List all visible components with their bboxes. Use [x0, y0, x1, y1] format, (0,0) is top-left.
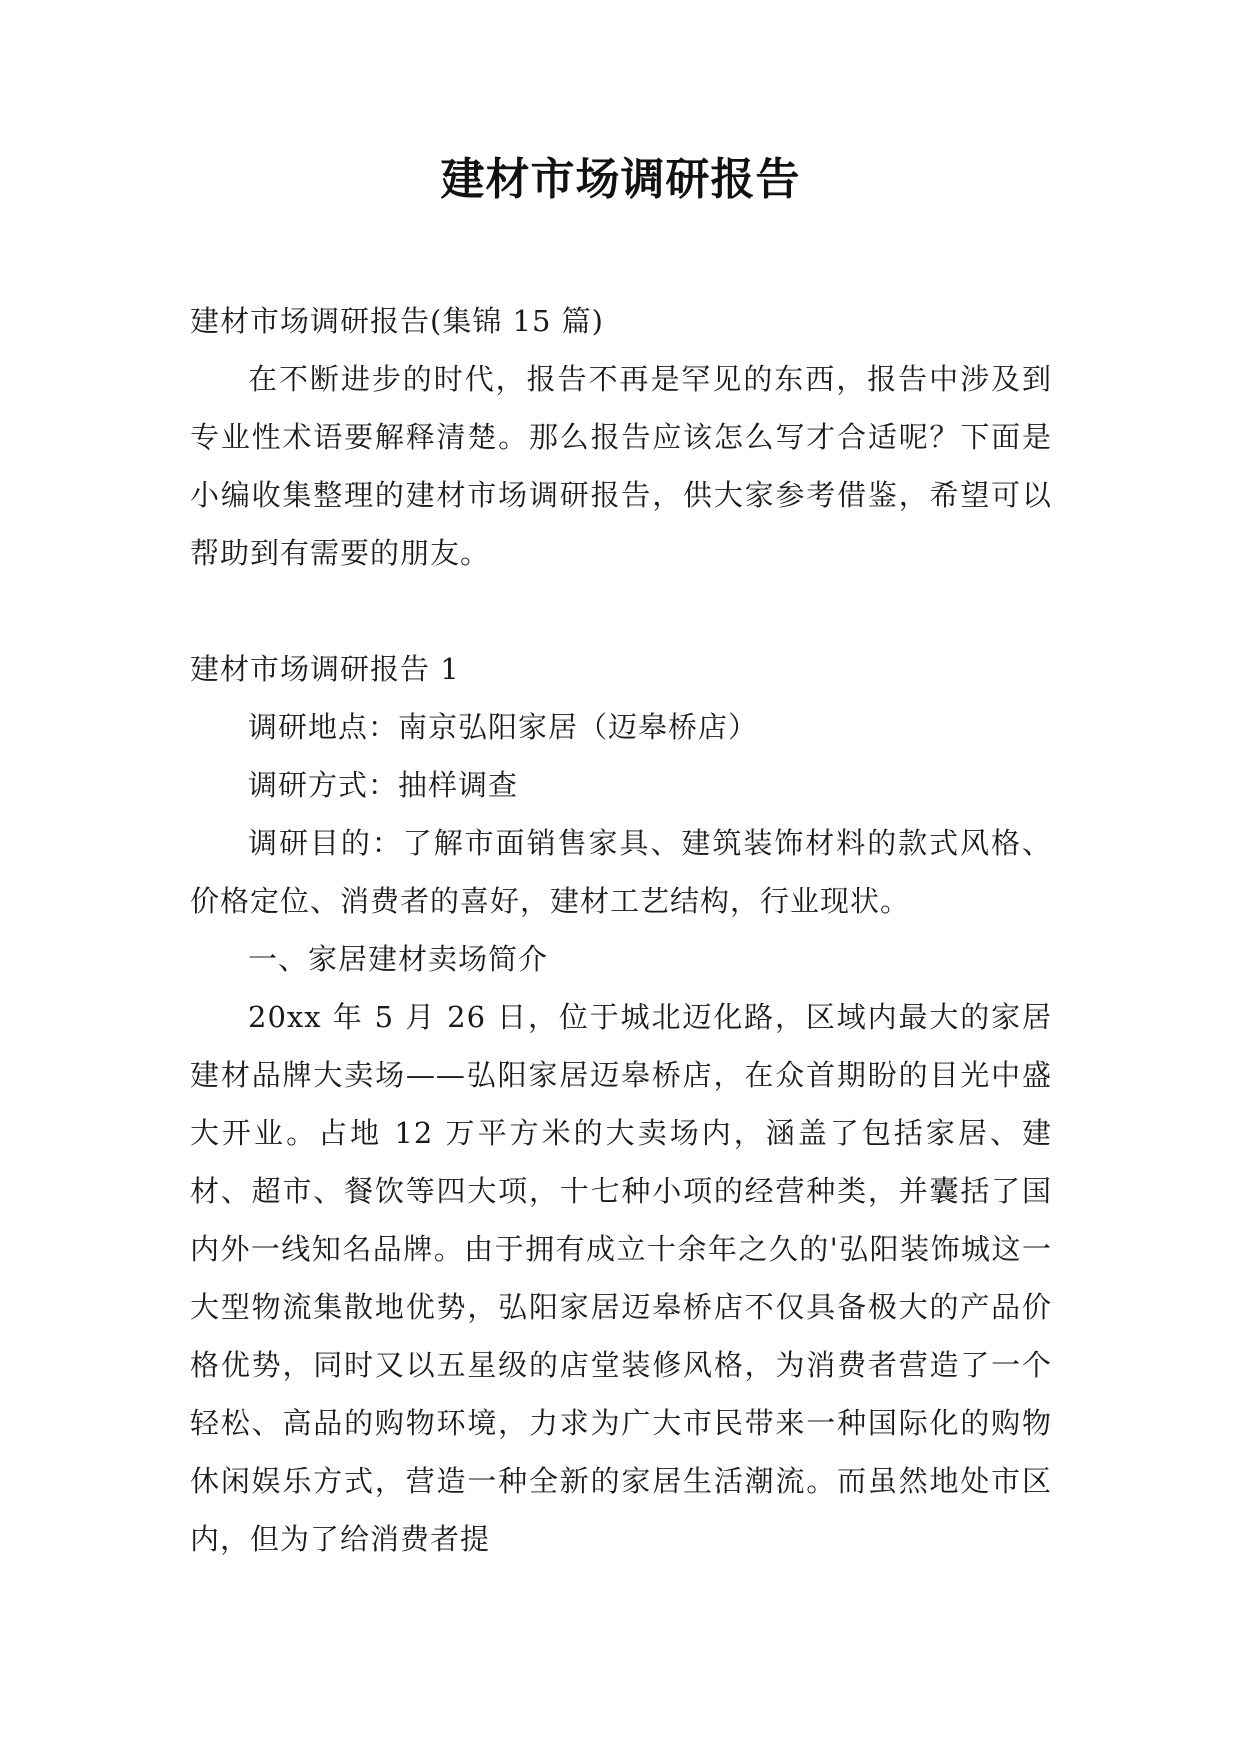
section-heading: 建材市场调研报告 1: [190, 652, 460, 686]
survey-method: 调研方式：抽样调查: [248, 768, 519, 802]
document-subtitle: 建材市场调研报告(集锦 15 篇): [190, 304, 604, 338]
survey-location: 调研地点：南京弘阳家居（迈皋桥店）: [248, 710, 759, 744]
paragraph-spacer: [190, 582, 1052, 640]
document-title: 建材市场调研报告: [440, 154, 801, 205]
document-body: [190, 292, 1052, 1568]
body-paragraph: 20xx 年 5 月 26 日，位于城北迈化路，区域内最大的家居建材品牌大卖场——弘阳家居迈皋桥店，在众首期盼的目光中盛大开业。占地 12 万平方米的大卖场内，涵盖了包括家居、建材、超市、餐饮等四大项，十七种小项的经营种类，并囊括了国内外一线知名品牌。由于拥有成立十余年之久的'弘阳装饰城这一大型物流集散地优势，弘阳家居迈皋桥店不仅具备极大的产品价格优势，同时又以五星级的店堂装修风格，为消费者营造了一个轻松、高品的购物环境，力求为广大市民带来一种国际化的购物休闲娱乐方式，营造一种全新的家居生活潮流。而虽然地处市区内，但为了给消费者提: [190, 1000, 1052, 1556]
section-subheading: 一、家居建材卖场简介: [248, 942, 549, 976]
survey-purpose: 调研目的：了解市面销售家具、建筑装饰材料的款式风格、价格定位、消费者的喜好，建材工艺结构，行业现状。: [190, 826, 1052, 918]
intro-paragraph: 在不断进步的时代，报告不再是罕见的东西，报告中涉及到专业性术语要解释清楚。那么报告应该怎么写才合适呢？下面是小编收集整理的建材市场调研报告，供大家参考借鉴，希望可以帮助到有需要的朋友。: [190, 362, 1052, 570]
